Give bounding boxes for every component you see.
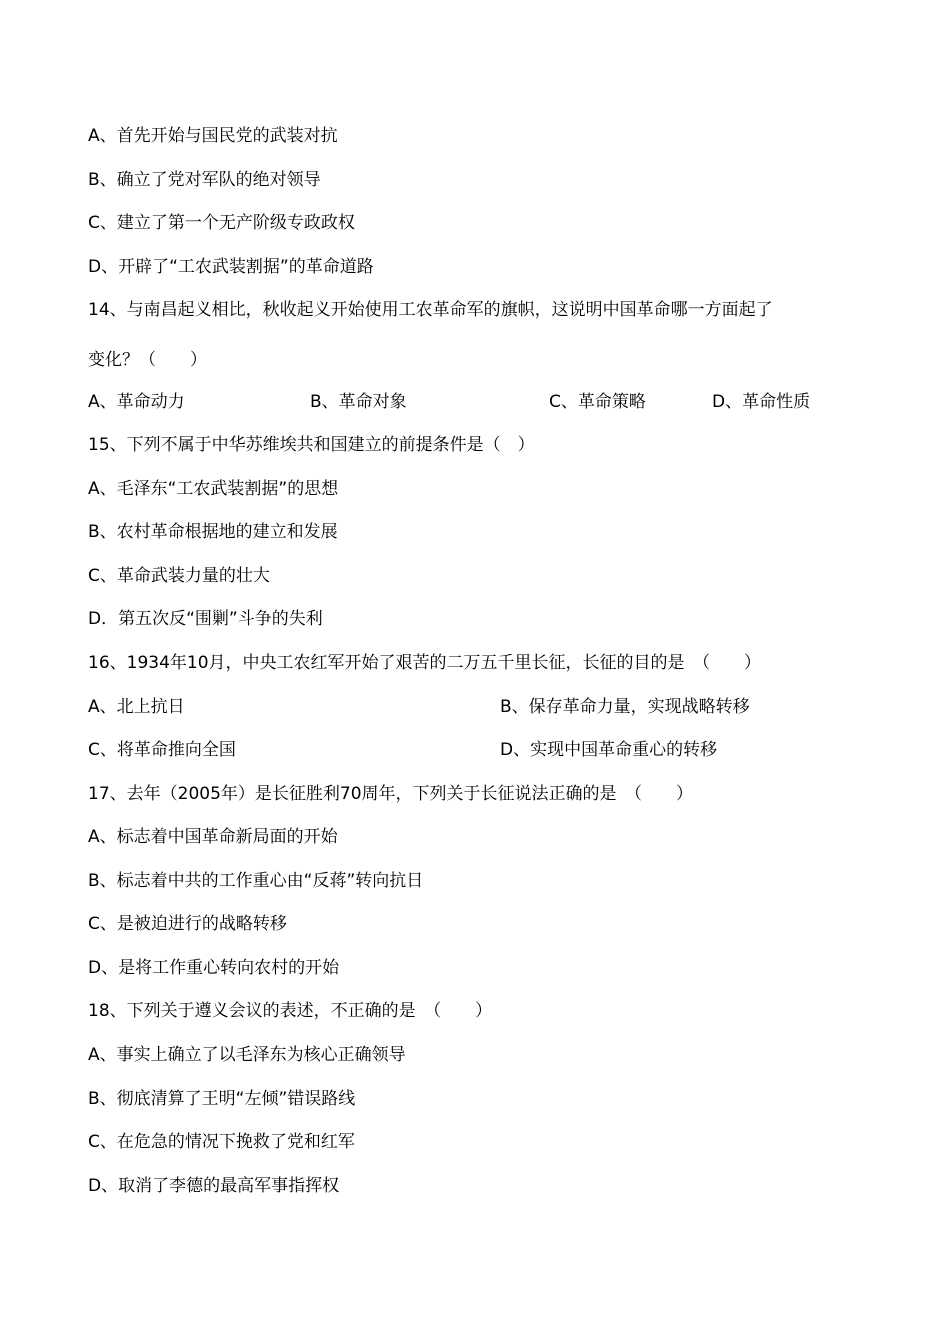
q14-option-d: D、革命性质: [712, 392, 811, 412]
q14-option-b: B、革命对象: [310, 392, 407, 412]
q17-stem: 17、去年（2005年）是长征胜利70周年，下列关于长征说法正确的是 （ ）: [88, 784, 694, 804]
q14-stem-line2: 变化？（ ）: [88, 350, 207, 370]
q14-option-a: A、革命动力: [88, 392, 185, 412]
q16-option-a: A、北上抗日: [88, 697, 185, 717]
q15-option-a: A、毛泽东“工农武装割据”的思想: [88, 479, 339, 499]
q13-option-a: A、首先开始与国民党的武装对抗: [88, 126, 338, 146]
q16-option-d: D、实现中国革命重心的转移: [500, 740, 718, 760]
q13-option-b: B、确立了党对军队的绝对领导: [88, 170, 321, 190]
q13-option-d: D、开辟了“工农武装割据”的革命道路: [88, 257, 374, 277]
q18-stem: 18、下列关于遵义会议的表述，不正确的是 （ ）: [88, 1001, 493, 1021]
q16-option-b: B、保存革命力量，实现战略转移: [500, 697, 750, 717]
q15-option-b: B、农村革命根据地的建立和发展: [88, 522, 338, 542]
q13-option-c: C、建立了第一个无产阶级专政政权: [88, 213, 355, 233]
q16-stem: 16、1934年10月，中央工农红军开始了艰苦的二万五千里长征，长征的目的是 （ ）: [88, 653, 762, 673]
q14-stem-line1: 14、与南昌起义相比，秋收起义开始使用工农革命军的旗帜，这说明中国革命哪一方面起了: [88, 300, 773, 320]
q18-option-d: D、取消了李德的最高军事指挥权: [88, 1176, 340, 1196]
q17-option-b: B、标志着中共的工作重心由“反蒋”转向抗日: [88, 871, 424, 891]
q15-stem: 15、下列不属于中华苏维埃共和国建立的前提条件是（ ）: [88, 435, 535, 455]
q18-option-c: C、在危急的情况下挽救了党和红军: [88, 1132, 355, 1152]
q17-option-c: C、是被迫进行的战略转移: [88, 914, 287, 934]
q15-option-d: D．第五次反“围剿”斗争的失利: [88, 609, 323, 629]
q18-option-a: A、事实上确立了以毛泽东为核心正确领导: [88, 1045, 406, 1065]
q17-option-d: D、是将工作重心转向农村的开始: [88, 958, 340, 978]
q17-option-a: A、标志着中国革命新局面的开始: [88, 827, 338, 847]
q16-option-c: C、将革命推向全国: [88, 740, 236, 760]
q18-option-b: B、彻底清算了王明“左倾”错误路线: [88, 1089, 356, 1109]
q14-option-c: C、革命策略: [549, 392, 646, 412]
q15-option-c: C、革命武装力量的壮大: [88, 566, 270, 586]
